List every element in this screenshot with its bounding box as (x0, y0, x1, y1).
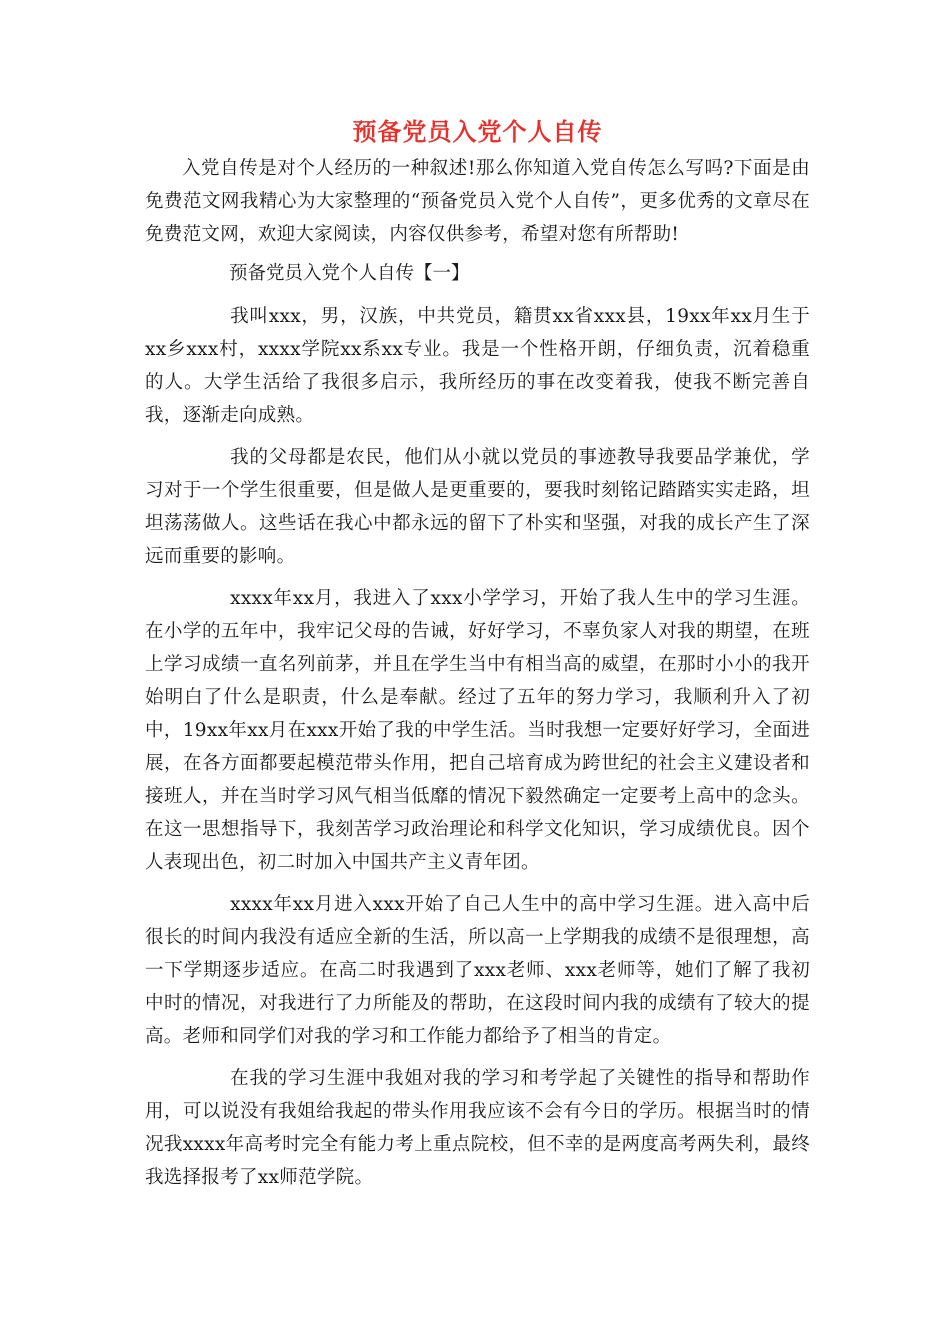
body-paragraph-1: 我叫xxx，男，汉族，中共党员，籍贯xx省xxx县，19xx年xx月生于xx乡xxx村，xxxx学院xx系xx专业。我是一个性格开朗，仔细负责，沉着稳重的人。大学生活给了我很多启示，我所经历的事在改变着我，使我不断完善自我，逐渐走向成熟。 (145, 306, 810, 426)
body-paragraph-2: 我的父母都是农民，他们从小就以党员的事迹教导我要品学兼优，学习对于一个学生很重要，但是做人是更重要的，要我时刻铭记踏踏实实走路，坦坦荡荡做人。这些话在我心中都永远的留下了朴实和坚强，对我的成长产生了深远而重要的影响。 (145, 447, 810, 567)
document-page (145, 112, 810, 1203)
body-paragraph-4: xxxx年xx月进入xxx开始了自己人生中的高中学习生涯。进入高中后很长的时间内我没有适应全新的生活，所以高一上学期我的成绩不是很理想，高一下学期逐步适应。在高二时我遇到了xxx老师、xxx老师等，她们了解了我初中时的情况，对我进行了力所能及的帮助，在这段时间内我的成绩有了较大的提高。老师和同学们对我的学习和工作能力都给予了相当的肯定。 (145, 894, 810, 1047)
body-paragraph-3: xxxx年xx月，我进入了xxx小学学习，开始了我人生中的学习生涯。在小学的五年中，我牢记父母的告诫，好好学习，不辜负家人对我的期望，在班上学习成绩一直名列前茅，并且在学生当中有相当高的威望，在那时小小的我开始明白了什么是职责，什么是奉献。经过了五年的努力学习，我顺利升入了初中，19xx年xx月在xxx开始了我的中学生活。当时我想一定要好好学习，全面进展，在各方面都要起模范带头作用，把自己培育成为跨世纪的社会主义建设者和接班人，并在当时学习风气相当低靡的情况下毅然确定一定要考上高中的念头。在这一思想指导下，我刻苦学习政治理论和科学文化知识，学习成绩优良。因个人表现出色，初二时加入中国共产主义青年团。 (145, 588, 810, 873)
document-title: 预备党员入党个人自传 (352, 118, 603, 146)
intro-paragraph: 入党自传是对个人经历的一种叙述!那么你知道入党自传怎么写吗?下面是由免费范文网我精心为大家整理的“预备党员入党个人自传”，更多优秀的文章尽在免费范文网，欢迎大家阅读，内容仅供参考，希望对您有所帮助! (145, 158, 810, 245)
body-paragraph-5: 在我的学习生涯中我姐对我的学习和考学起了关键性的指导和帮助作用，可以说没有我姐给我起的带头作用我应该不会有今日的学历。根据当时的情况我xxxx年高考时完全有能力考上重点院校，但不幸的是两度高考两失利，最终我选择报考了xx师范学院。 (145, 1068, 810, 1188)
section-heading: 预备党员入党个人自传【一】 (229, 263, 470, 284)
